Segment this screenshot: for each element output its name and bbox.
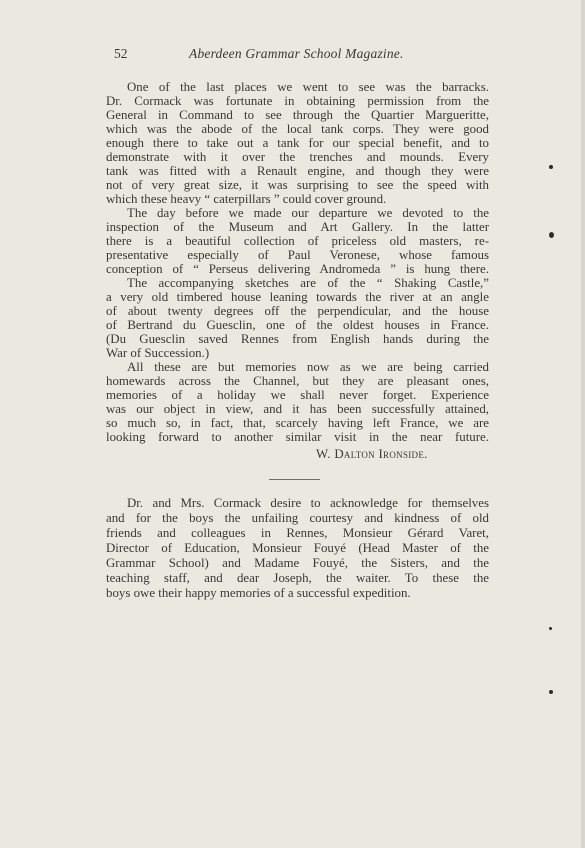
article-line: presentative especially of Paul Veronese, whose famous bbox=[106, 248, 489, 262]
article-line: General in Command to see through the Quartier Margueritte, bbox=[106, 108, 489, 122]
article-line: there is a beautiful collection of priceless old masters, re- bbox=[106, 234, 489, 248]
page-edge-shadow bbox=[581, 0, 585, 848]
article-line: Dr. Cormack was fortunate in obtaining permission from the bbox=[106, 94, 489, 108]
article-line: of Bertrand du Guesclin, one of the oldest houses in France. bbox=[106, 318, 489, 332]
article-line: a very old timbered house leaning towards the river at an angle bbox=[106, 290, 489, 304]
print-speck bbox=[549, 627, 552, 630]
article-line: (Du Guesclin saved Rennes from English hands during the bbox=[106, 332, 489, 346]
acknowledgement-line: Dr. and Mrs. Cormack desire to acknowledge for themselves bbox=[127, 496, 489, 510]
article-line: which these heavy “ caterpillars ” could cover ground. bbox=[106, 192, 387, 206]
article-line: so much so, in fact, that, scarcely having left France, we are bbox=[106, 416, 489, 430]
journal-title: Aberdeen Grammar School Magazine. bbox=[189, 46, 404, 61]
article-line: which was the abode of the local tank corps. They were good bbox=[106, 122, 489, 136]
article-line: All these are but memories now as we are being carried bbox=[127, 360, 489, 374]
article-line: The day before we made our departure we devoted to the bbox=[127, 206, 489, 220]
article-line: tank was fitted with a Renault engine, and though they were bbox=[106, 164, 489, 178]
page-number: 52 bbox=[114, 46, 128, 61]
section-divider bbox=[269, 479, 320, 480]
acknowledgement-line: boys owe their happy memories of a successful expedition. bbox=[106, 586, 411, 600]
acknowledgement-line: Director of Education, Monsieur Fouyé (Head Master of the bbox=[106, 541, 489, 555]
article-line: One of the last places we went to see was the barracks. bbox=[127, 80, 489, 94]
article-line: homewards across the Channel, but they are pleasant ones, bbox=[106, 374, 489, 388]
article-line: memories of a holiday we shall never forget. Experience bbox=[106, 388, 489, 402]
article-line: looking forward to another similar visit in the near future. bbox=[106, 430, 489, 444]
article-line: of about twenty degrees off the perpendicular, and the house bbox=[106, 304, 489, 318]
article-line: The accompanying sketches are of the “ Shaking Castle,” bbox=[127, 276, 489, 290]
article-line: inspection of the Museum and Art Gallery. In the latter bbox=[106, 220, 489, 234]
print-speck bbox=[549, 690, 553, 694]
print-speck bbox=[549, 232, 554, 238]
page-header bbox=[114, 46, 494, 66]
article-line: War of Succession.) bbox=[106, 346, 210, 360]
acknowledgement-line: teaching staff, and dear Joseph, the waiter. To these the bbox=[106, 571, 489, 585]
acknowledgement-line: and for the boys the unfailing courtesy and kindness of old bbox=[106, 511, 489, 525]
article-line: not of very great size, it was surprising to see the speed with bbox=[106, 178, 489, 192]
acknowledgement-line: friends and colleagues in Rennes, Monsieur Gérard Varet, bbox=[106, 526, 489, 540]
article-line: was our object in view, and it has been successfully attained, bbox=[106, 402, 489, 416]
acknowledgement-line: Grammar School) and Madame Fouyé, the Sisters, and the bbox=[106, 556, 489, 570]
print-speck bbox=[549, 165, 553, 169]
article-line: conception of “ Perseus delivering Andromeda ” is hung there. bbox=[106, 262, 489, 276]
article-line: enough there to take out a tank for our special benefit, and to bbox=[106, 136, 489, 150]
article-line: demonstrate with it over the trenches and mounds. Every bbox=[106, 150, 489, 164]
author-signature: W. Dalton Ironside. bbox=[316, 447, 428, 461]
